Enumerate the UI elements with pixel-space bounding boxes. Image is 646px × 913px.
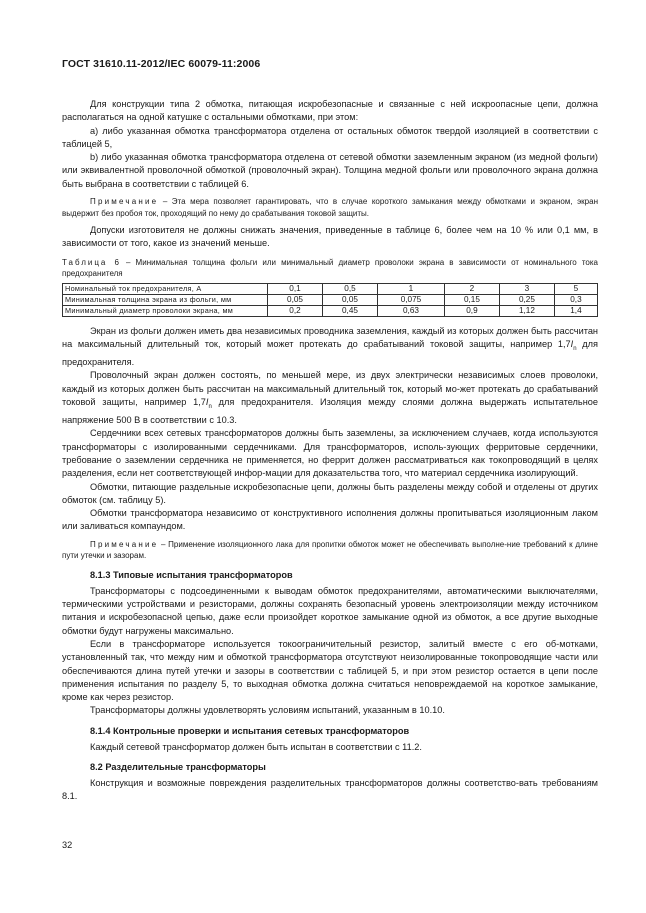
paragraph: a) либо указанная обмотка трансформатора отделена от остальных обмоток твердой изоляцией в соответствии с таблицей 5, [62,125,598,149]
table-cell: 0,1 [268,283,323,294]
table-cell: 1 [377,283,444,294]
paragraph: Трансформаторы должны удовлетворять условиям испытаний, указанным в 10.10. [90,705,445,716]
note [62,539,598,562]
paragraph: b) либо указанная обмотка трансформатора отделена от сетевой обмотки заземленным экраном (из медной фольги) или эквивалентной проволочной обмоткой (проволочный экран). Толщина медной фольги или проволочного экрана должна быть выбрана в соответствии с таблицей 6. [62,152,598,189]
table-cell: 0,25 [499,294,554,305]
note-text: – Эта мера позволяет гарантировать, что в случае короткого замыкания между обмотками и экраном, экран выдержит без пробоя ток, проходящий по нему до срабатывания токовой защиты. [62,197,598,218]
paragraph: Обмотки трансформатора независимо от конструктивного исполнения должны пропитываться изоляционным лаком или заливаться компаундом. [62,508,598,532]
table-row [63,294,598,305]
table-cell: 5 [554,283,597,294]
paragraph: Каждый сетевой трансформатор должен быть испытан в соответствии с 11.2. [90,741,422,752]
table-cell: 0,63 [377,305,444,316]
table-6 [62,283,598,317]
table-row [63,305,598,316]
table-label: Таблица 6 [62,257,121,267]
note-label: Примечание [90,539,159,549]
table-cell: 0,05 [322,294,377,305]
note-label: Примечание [90,197,159,207]
document-page [62,58,598,804]
note [62,196,598,219]
table-cell: 0,3 [554,294,597,305]
paragraph: Сердечники всех сетевых трансформаторов должны быть заземлены, за исключением случаев, когда используются трансформаторы с изолированными сердечниками. Для трансформаторов, исполь-зующих ферритовые сердечники, требование о заземлении сердечника не применяется, но феррит должен рассматриваться как токопроводящий в целях разделения, если нет соответствующей инфор-мации для доказательства того, что материал сердечника изолирующий. [62,428,598,479]
section-heading: 8.2 Разделительные трансформаторы [90,762,266,773]
paragraph: Проволочный экран должен состоять, по меньшей мере, из двух электрически независимых слоев проволоки, каждый из которых должен быть рассчитан на максимальный длительный ток, который мо-жет протекать до срабатываний токовой защиты, например $1,7I_n$ для предохранителя. Изоляция между слоями должна выдержать испытательное напряжение 500 В в соответствии с 10.3. [62,370,599,426]
table-cell: 0,15 [444,294,499,305]
section-heading: 8.1.4 Контрольные проверки и испытания сетевых трансформаторов [90,725,410,736]
section-heading: 8.1.3 Типовые испытания трансформаторов [90,569,293,580]
page-number: 32 [62,840,73,850]
paragraph: Экран из фольги должен иметь два независимых проводника заземления, каждый из которых должен быть рассчитан на максимальный длительный ток, который может протекать до срабатываний токовой защиты, например $1,7I_n$ для предохранителя. [62,325,598,368]
note-text: – Применение изоляционного лака для пропитки обмоток может не обеспечивать выполне-ние требований к длине пути утечки и зазорам. [62,539,598,561]
table-caption [62,257,598,280]
paragraph: Для конструкции типа 2 обмотка, питающая искробезопасные и связанные с ней искроопасные цепи, должна располагаться на одной катушке с остальными обмотками, при этом: [62,99,598,123]
table-cell: 1,12 [499,305,554,316]
table-row-label: Минимальная толщина экрана из фольги, мм [63,294,268,305]
table-cell: 0,2 [268,305,323,316]
table-cell: 0,5 [322,283,377,294]
table-cell: 0,075 [377,294,444,305]
paragraph: Обмотки, питающие раздельные искробезопасные цепи, должны быть разделены между собой и отделены от других обмоток (см. таблицу 5). [62,481,598,505]
document-header: ГОСТ 31610.11-2012/IEC 60079-11:2006 [62,58,261,70]
paragraph: Конструкция и возможные повреждения разделительных трансформаторов должны соответство-вать требованиям 8.1. [62,778,598,802]
table-cell: 0,05 [268,294,323,305]
table-cell: 0,45 [322,305,377,316]
table-row [63,283,598,294]
table-row-label: Номинальный ток предохранителя, А [63,283,268,294]
table-cell: 0,9 [444,305,499,316]
paragraph: Допуски изготовителя не должны снижать значения, приведенные в таблице 6, более чем на 10 % или 0,1 мм, в зависимости от того, какое из значений меньше. [62,225,598,249]
table-cell: 3 [499,283,554,294]
table-cell: 2 [444,283,499,294]
table-row-label: Минимальный диаметр проволоки экрана, мм [63,305,268,316]
table-caption-text: – Минимальная толщина фольги или минимальный диаметр проволоки экрана в зависимости от номинального тока предохранителя [62,257,598,279]
paragraph: Трансформаторы с подсоединенными к выводам обмоток предохранителями, автоматическими выключателями, термическими устройствами и резисторами, должны сохранять безопасный уровень электроизоляции между источником питания и искробезопасной цепью, даже если произойдет короткое замыкание одной из обмоток, а все другие выходные обмотки будут нагружены максимально. [62,585,598,636]
paragraph: Если в трансформаторе используется токоограничительный резистор, залитый вместе с его об-мотками, установленный так, что между ним и обмоткой трансформатора отсутствуют неизолированные токопроводящие части или обеспечиваются длина путей утечки и зазоры в соответствии с таблицей 5, и при этом резистор остается в цепи после применения испытания по разделу 5, то выходная обмотка должна считаться неповреждаемой на короткое замыкание, кроме как через резистор. [62,638,598,703]
table-cell: 1,4 [554,305,597,316]
